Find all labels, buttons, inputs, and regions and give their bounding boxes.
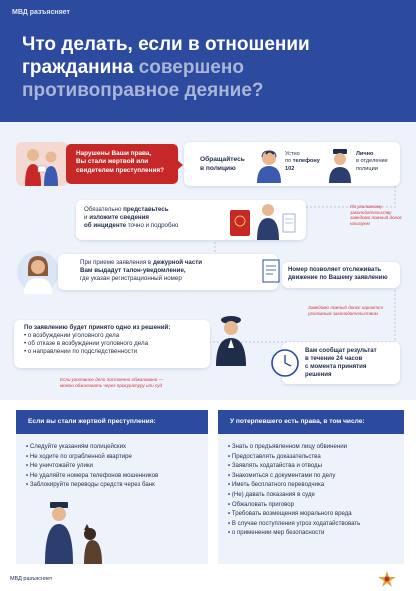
list-item: • о применении мер безопасности xyxy=(228,528,360,538)
step2-phone-line3: 102 xyxy=(285,165,295,172)
step2-line1: Обращайтесь xyxy=(200,156,245,163)
step1-line2: Вы стали жертвой или xyxy=(76,158,149,166)
victim-illustration xyxy=(16,142,68,186)
step1-card xyxy=(66,144,178,184)
note-false-report: По уголовному законодательству заведомо ложный донос наказуем xyxy=(350,204,402,227)
step4-line2: Вам выдадут талон-уведомление, xyxy=(80,267,186,275)
passport-officer-icon xyxy=(228,200,298,240)
step3-line3: об инциденте точно и подробно xyxy=(84,222,179,230)
step3-text xyxy=(84,206,178,230)
police-with-dog-illustration xyxy=(40,500,120,564)
list-item: • Иметь бесплатного переводчика xyxy=(228,480,360,490)
note-appeal: Если уголовное дело постоянно обжаловано — можно обжаловать через прокуратуру или суд xyxy=(60,377,164,388)
step7-line4: решения xyxy=(305,370,332,378)
title-line-3: противоправное деяние? xyxy=(22,79,264,101)
step6-title: По заявлению будет принято одно из решений: xyxy=(24,324,171,331)
investigator-icon xyxy=(208,312,254,366)
page-title xyxy=(22,34,402,102)
step4-line3: где указан регистрационный номер xyxy=(80,275,182,283)
step1-line3: свидетелем преступления? xyxy=(76,166,165,174)
list-item: • Не уничтожайте улики xyxy=(26,461,158,471)
step2-phone-line2: по телефону xyxy=(285,158,320,165)
left-box-header: Если вы стали жертвой преступления: xyxy=(16,410,208,434)
list-item: • (Не) давать показания в суде xyxy=(228,490,360,500)
people-icon xyxy=(16,142,68,186)
step7-line2: в течение 24 часов xyxy=(305,354,363,362)
list-item: • Следуйте указаниям полицейских xyxy=(26,442,158,452)
title-line-2-highlight: совершено xyxy=(138,56,244,78)
step3-line1: Обязательно представьтесь xyxy=(84,206,169,213)
victim-rights-list xyxy=(228,442,360,538)
step4-line1: При приеме заявления в дежурной части xyxy=(80,259,203,266)
mvd-emblem-icon xyxy=(376,570,398,588)
title-line-2 xyxy=(22,57,402,80)
title-line-2-plain: гражданина xyxy=(22,56,139,78)
step6-option-2: • об отказе в возбуждении уголовного дела xyxy=(24,340,149,348)
list-item: • Заблокируйте переводы средств через банк xyxy=(26,480,158,490)
step5-line2: движение по Вашему заявлению xyxy=(288,273,388,281)
step2-phone-text xyxy=(285,151,320,173)
step2-person-text xyxy=(356,151,388,173)
list-item: • Не удаляйте номера телефонов мошенников xyxy=(26,471,158,481)
phone-operator-icon xyxy=(254,147,284,183)
footer-text: МВД разъясняет xyxy=(10,576,53,582)
step2-phone-line1: Устно xyxy=(285,151,300,157)
step7-line1: Вам сообщат результат xyxy=(305,347,377,354)
step7-line3: с момента принятия xyxy=(305,362,367,370)
ticket-icon xyxy=(262,259,280,283)
step2-person-line2: в отделение xyxy=(356,158,388,165)
step2-line2: в полицию xyxy=(200,164,236,172)
police-officer-icon xyxy=(327,147,353,183)
clock-icon xyxy=(270,348,300,378)
step6-text xyxy=(24,324,170,356)
list-item: • Знакомиться с документами по делу xyxy=(228,471,360,481)
list-item: • Знать о предъявленном лицу обвинении xyxy=(228,442,360,452)
step1-line1: Нарушены Ваши права, xyxy=(76,150,152,157)
note-false-report-2: Заведомо ложный донос карается уголовным законодательством xyxy=(308,305,383,316)
step6-option-1: • о возбуждении уголовного дела xyxy=(24,332,120,340)
step5-text xyxy=(288,266,388,282)
victim-actions-list xyxy=(26,442,158,490)
step3-line2: и изложите сведения xyxy=(84,214,150,222)
step5-line1: Номер позволяет отслеживать xyxy=(288,266,382,273)
header-tag: МВД разъясняет xyxy=(12,9,70,16)
list-item: • Заявлять ходатайства и отводы xyxy=(228,461,360,471)
list-item: • Предоставлять доказательства xyxy=(228,452,360,462)
step6-option-3: • о направлении по подследственности xyxy=(24,348,138,356)
step4-text xyxy=(80,259,202,283)
step2-text xyxy=(200,156,245,174)
title-line-1: Что делать, если в отношении xyxy=(22,34,310,55)
step2-person-line1: Лично xyxy=(356,151,374,157)
list-item: • Обжаловать приговор xyxy=(228,500,360,510)
list-item: • Требовать возмещения морального вреда xyxy=(228,509,360,519)
right-box-header: У потерпевшего есть права, в том числе: xyxy=(218,410,404,434)
step2-person-line3: полиции xyxy=(356,165,378,172)
step7-text xyxy=(305,347,377,379)
list-item: • В случае поступления угроз ходатайствовать xyxy=(228,519,360,529)
step1-arrow-icon xyxy=(176,159,183,171)
list-item: • Не ходите по ограбленной квартире xyxy=(26,452,158,462)
woman-illustration xyxy=(16,250,60,294)
